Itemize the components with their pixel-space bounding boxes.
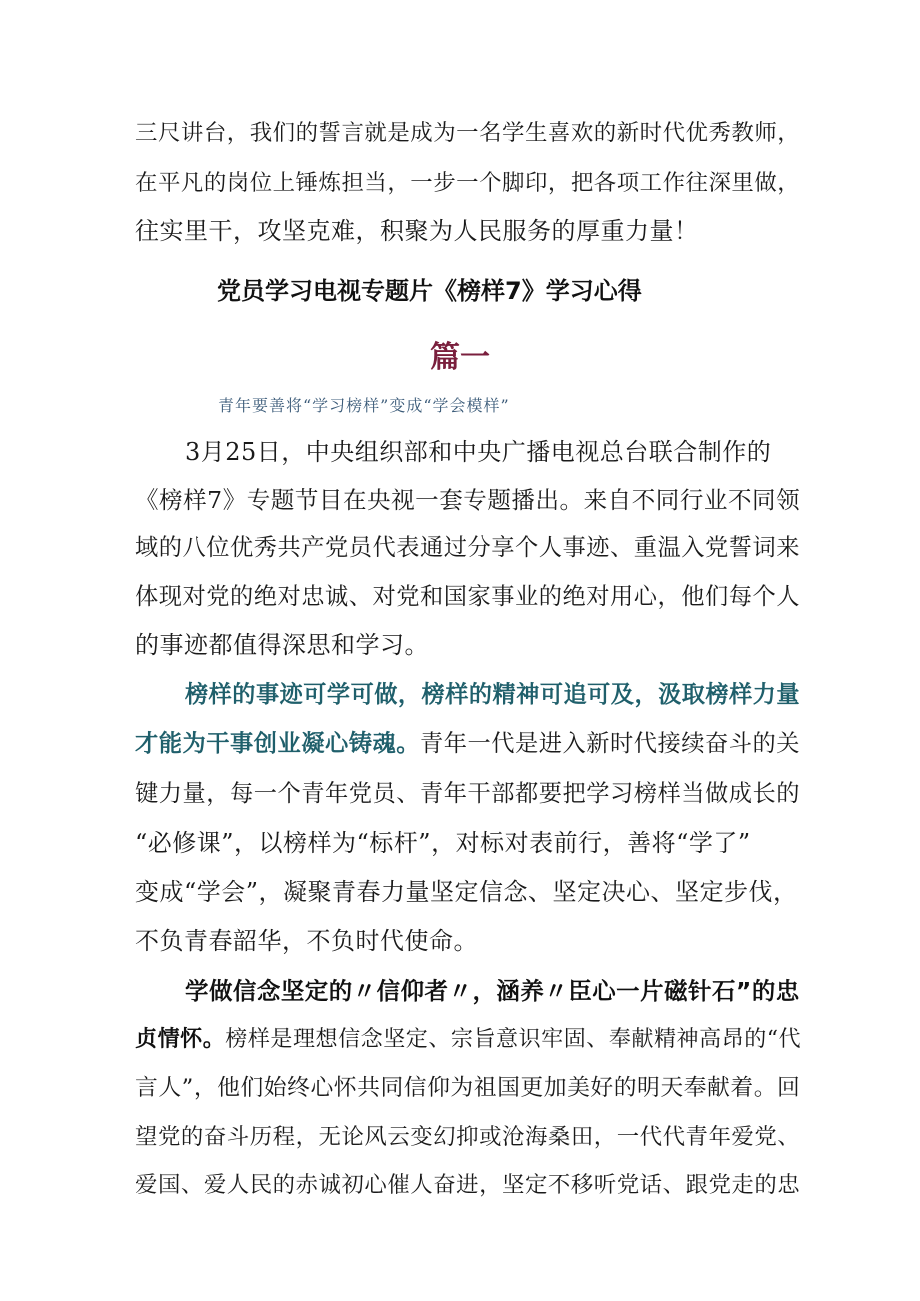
para2-line-1: 榜样的事迹可学可做，榜样的精神可追可及，汲取榜样力量 (185, 681, 801, 708)
para3-line-2-bold: 贞情怀。 (135, 1027, 226, 1052)
document-title: 党员学习电视专题片《榜样7》学习心得 (217, 277, 642, 305)
para1-line-5: 的事迹都值得深思和学习。 (135, 631, 429, 659)
para2-line-3: 键力量，每一个青年党员、青年干部都要把学习榜样当做成长的 (135, 780, 801, 807)
section-subtitle: 青年要善将“学习榜样”变成“学会模样” (218, 396, 510, 415)
para2-line-4: “必修课”，以榜样为“标杆”，对标对表前行，善将“学了” (135, 829, 751, 857)
para1-line-4: 体现对党的绝对忠诚、对党和国家事业的绝对用心，他们每个人 (135, 583, 801, 610)
intro-line-3: 往实里干，攻坚克难，积聚为人民服务的厚重力量！ (135, 217, 699, 245)
para1-line-2: 《榜样7》专题节目在央视一套专题播出。来自不同行业不同领 (135, 486, 801, 514)
intro-line-1: 三尺讲台，我们的誓言就是成为一名学生喜欢的新时代优秀教师， (135, 120, 801, 146)
para3-line-3: 言人”，他们始终心怀共同信仰为祖国更加美好的明天奉献着。回 (135, 1075, 801, 1101)
intro-line-2: 在平凡的岗位上锤炼担当，一步一个脚印，把各项工作往深里做， (135, 170, 801, 196)
chapter-heading: 篇一 (430, 340, 490, 375)
para2-line-2 (135, 729, 800, 759)
para1-line-1: 3月25日，中央组织部和中央广播电视总台联合制作的 (185, 438, 772, 466)
para3-line-5: 爱国、爱人民的赤诚初心催人奋进，坚定不移听党话、跟党走的忠 (135, 1172, 801, 1198)
para1-line-3: 域的八位优秀共产党员代表通过分享个人事迹、重温入党誓词来 (135, 534, 801, 561)
para3-line-2 (135, 1025, 801, 1055)
para3-line-1: 学做信念坚定的〃信仰者〃，涵养〃臣心一片磁针石”的忠 (185, 977, 800, 1005)
para2-line-2-rest: 青年一代是进入新时代接续奋斗的关 (420, 730, 801, 757)
para2-line-2-bold: 才能为干事创业凝心铸魂。 (135, 730, 421, 757)
para3-line-4: 望党的奋斗历程，无论风云变幻抑或沧海桑田，一代代青年爱党、 (135, 1124, 801, 1150)
para2-line-5: 变成“学会”，凝聚青春力量坚定信念、坚定决心、坚定步伐， (135, 878, 798, 906)
para2-line-6: 不负青春韶华，不负时代使命。 (135, 927, 478, 955)
para3-line-2-rest: 榜样是理想信念坚定、宗旨意识牢固、奉献精神高昂的“代 (225, 1027, 802, 1052)
